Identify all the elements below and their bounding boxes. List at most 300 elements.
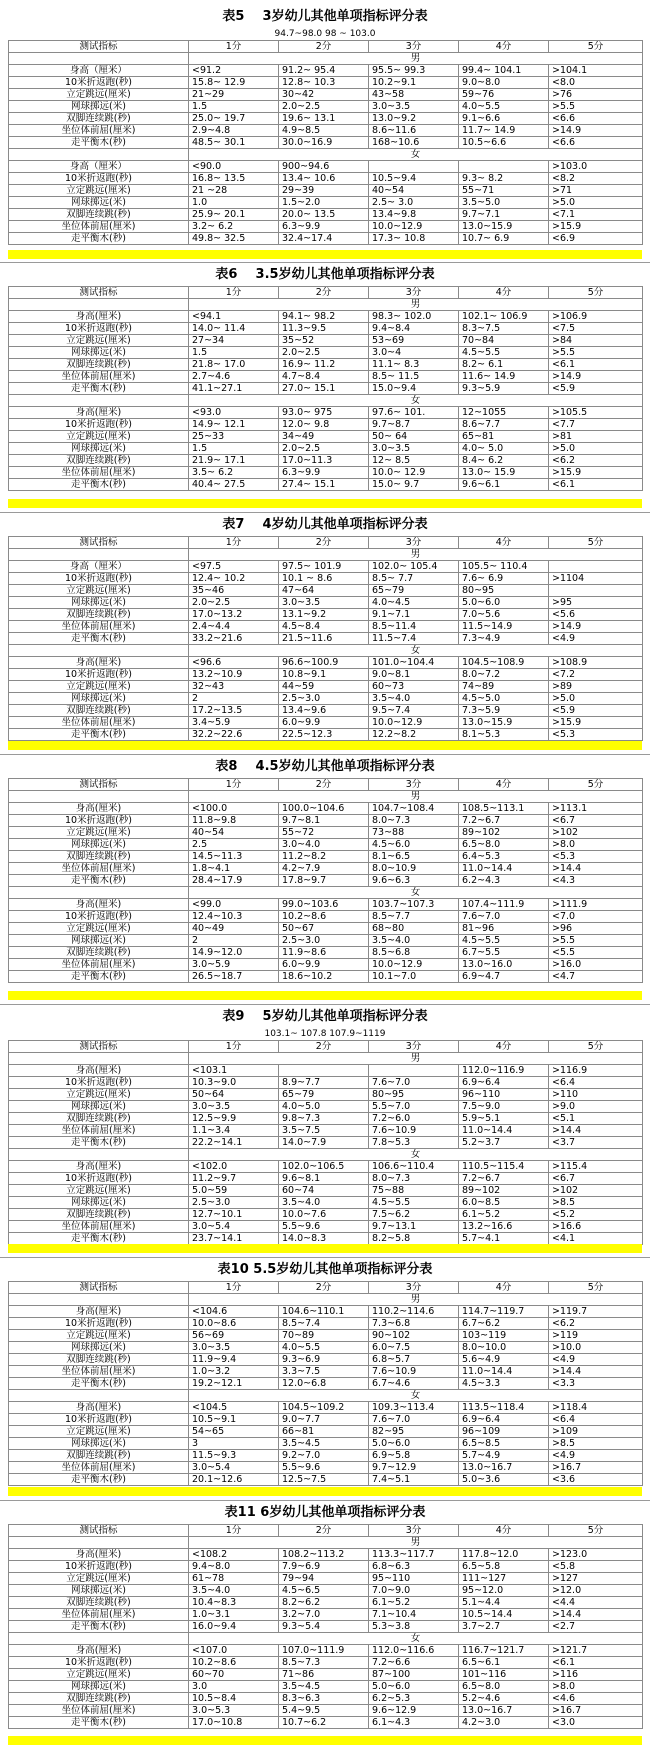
- score-cell: 18.6~10.2: [279, 971, 369, 983]
- table-row: [9, 1561, 643, 1573]
- score-cell: 27~34: [189, 335, 279, 347]
- sex-row-spacer: [9, 149, 189, 161]
- score-cell: 3.0~5.4: [189, 1221, 279, 1233]
- score-cell: 104.6~110.1: [279, 1306, 369, 1318]
- table-row: [9, 1185, 643, 1197]
- table-row: [9, 371, 643, 383]
- header-score: 3分: [369, 779, 459, 791]
- score-cell: 13.0~9.2: [369, 113, 459, 125]
- score-cell: <8.2: [549, 173, 643, 185]
- score-cell: 7.0~9.0: [369, 1585, 459, 1597]
- highlight-bar: [8, 741, 642, 750]
- score-cell: 12.8~ 10.3: [279, 77, 369, 89]
- score-cell: 28.4~17.9: [189, 875, 279, 887]
- score-cell: 35~52: [279, 335, 369, 347]
- score-cell: 7.3~4.9: [459, 633, 549, 645]
- score-cell: 22.2~14.1: [189, 1137, 279, 1149]
- score-cell: >109: [549, 1426, 643, 1438]
- indicator-cell: 坐位体前屈(厘米): [9, 221, 189, 233]
- sex-row-spacer: [9, 549, 189, 561]
- score-cell: 109.3~113.4: [369, 1402, 459, 1414]
- score-cell: 54~65: [189, 1426, 279, 1438]
- score-cell: 4.5~5.5: [459, 935, 549, 947]
- score-cell: 2.5: [189, 839, 279, 851]
- score-cell: 6.9~6.4: [459, 1077, 549, 1089]
- header-score: 1分: [189, 779, 279, 791]
- score-cell: 60~74: [279, 1185, 369, 1197]
- indicator-cell: 网球掷远(米): [9, 443, 189, 455]
- score-cell: 10.5~9.1: [189, 1414, 279, 1426]
- score-cell: 27.0~ 15.1: [279, 383, 369, 395]
- score-cell: 21.8~ 17.0: [189, 359, 279, 371]
- score-cell: 2.5~3.0: [279, 935, 369, 947]
- header-score: 2分: [279, 537, 369, 549]
- table-row: [9, 347, 643, 359]
- table-row: [9, 1209, 643, 1221]
- score-cell: <4.1: [549, 1233, 643, 1245]
- score-cell: 75~88: [369, 1185, 459, 1197]
- score-cell: >8.0: [549, 1681, 643, 1693]
- score-cell: >5.5: [549, 935, 643, 947]
- sex-row-spacer: [9, 1053, 189, 1065]
- score-cell: 5.0~6.0: [459, 597, 549, 609]
- score-cell: 3.4~5.9: [189, 717, 279, 729]
- table-row: [9, 197, 643, 209]
- score-cell: <94.1: [189, 311, 279, 323]
- score-cell: 4.5~5.5: [459, 347, 549, 359]
- table-row: [9, 633, 643, 645]
- score-cell: 6.5~5.8: [459, 1561, 549, 1573]
- header-score: 2分: [279, 41, 369, 53]
- score-cell: 9.6~12.9: [369, 1705, 459, 1717]
- score-cell: 4.2~3.0: [459, 1717, 549, 1729]
- score-cell: 3.2~ 6.2: [189, 221, 279, 233]
- score-cell: 3.0~5.9: [189, 959, 279, 971]
- score-cell: 13.4~ 10.6: [279, 173, 369, 185]
- score-cell: 7.6~10.9: [369, 1366, 459, 1378]
- score-cell: 6.9~4.7: [459, 971, 549, 983]
- sex-label: 女: [189, 1149, 643, 1161]
- score-cell: 2.4~4.4: [189, 621, 279, 633]
- score-cell: 7.6~7.0: [369, 1414, 459, 1426]
- score-cell: 10.8~9.1: [279, 669, 369, 681]
- block-divider: [0, 512, 650, 513]
- indicator-cell: 网球掷远(米): [9, 1438, 189, 1450]
- score-cell: 3: [189, 1438, 279, 1450]
- table-row: [9, 947, 643, 959]
- score-cell: >103.0: [549, 161, 643, 173]
- table-row: [9, 137, 643, 149]
- sex-row-spacer: [9, 1294, 189, 1306]
- indicator-cell: 双脚连续跳(秒): [9, 1597, 189, 1609]
- score-cell: 104.7~108.4: [369, 803, 459, 815]
- score-cell: >106.9: [549, 311, 643, 323]
- score-cell: [279, 1065, 369, 1077]
- score-cell: 11.0~14.4: [459, 863, 549, 875]
- header-score: 2分: [279, 287, 369, 299]
- score-cell: <102.0: [189, 1161, 279, 1173]
- table-row: [9, 585, 643, 597]
- sex-label: 女: [189, 395, 643, 407]
- score-cell: 2: [189, 935, 279, 947]
- header-score: 2分: [279, 1282, 369, 1294]
- header-score: 5分: [549, 537, 643, 549]
- score-cell: 5.0~6.0: [369, 1681, 459, 1693]
- indicator-cell: 双脚连续跳(秒): [9, 705, 189, 717]
- score-cell: <2.7: [549, 1621, 643, 1633]
- indicator-cell: 走平衡木(秒): [9, 1233, 189, 1245]
- score-cell: 13.0~16.0: [459, 959, 549, 971]
- score-cell: >76: [549, 89, 643, 101]
- indicator-cell: 10米折返跑(秒): [9, 1657, 189, 1669]
- indicator-cell: 双脚连续跳(秒): [9, 113, 189, 125]
- score-cell: 4.5~3.3: [459, 1378, 549, 1390]
- table-row: [9, 899, 643, 911]
- sex-label: 女: [189, 887, 643, 899]
- score-cell: 103.7~107.3: [369, 899, 459, 911]
- score-cell: 4.5~5.5: [369, 1197, 459, 1209]
- score-cell: 9.7~13.1: [369, 1221, 459, 1233]
- score-cell: 11.9~9.4: [189, 1354, 279, 1366]
- score-cell: 13.2~16.6: [459, 1221, 549, 1233]
- score-cell: 25~33: [189, 431, 279, 443]
- score-cell: 5.7~4.9: [459, 1450, 549, 1462]
- table-row: [9, 479, 643, 491]
- table-title: 表7 4岁幼儿其他单项指标评分表: [222, 517, 428, 532]
- score-cell: <7.0: [549, 911, 643, 923]
- score-cell: 14.9~ 12.1: [189, 419, 279, 431]
- table-row: [9, 125, 643, 137]
- score-cell: 9.0~8.1: [369, 669, 459, 681]
- indicator-cell: 网球掷远(米): [9, 1197, 189, 1209]
- table-row: [9, 597, 643, 609]
- table-row: [9, 621, 643, 633]
- score-cell: 5.0~59: [189, 1185, 279, 1197]
- indicator-cell: 身高(厘米): [9, 657, 189, 669]
- score-cell: 3.5~4.5: [279, 1438, 369, 1450]
- score-cell: 21~29: [189, 89, 279, 101]
- score-cell: >116.9: [549, 1065, 643, 1077]
- score-cell: 7.2~6.7: [459, 815, 549, 827]
- table-subtitle: 103.1~ 107.8 107.9~1119: [264, 1029, 386, 1039]
- indicator-cell: 身高(厘米): [9, 1306, 189, 1318]
- score-cell: 9.0~7.7: [279, 1414, 369, 1426]
- table-title: 表9 5岁幼儿其他单项指标评分表: [222, 1009, 428, 1024]
- score-cell: <96.6: [189, 657, 279, 669]
- score-cell: 68~80: [369, 923, 459, 935]
- highlight-bar: [8, 1244, 642, 1253]
- score-cell: 6.9~6.4: [459, 1414, 549, 1426]
- table-row: [9, 335, 643, 347]
- indicator-cell: 坐位体前屈(厘米): [9, 863, 189, 875]
- table-row: [9, 1125, 643, 1137]
- score-cell: <5.9: [549, 383, 643, 395]
- score-cell: 10.2~9.1: [369, 77, 459, 89]
- score-cell: 8.3~6.3: [279, 1693, 369, 1705]
- indicator-cell: 双脚连续跳(秒): [9, 455, 189, 467]
- highlight-bar: [8, 499, 642, 508]
- score-cell: >10.0: [549, 1342, 643, 1354]
- score-cell: 104.5~109.2: [279, 1402, 369, 1414]
- header-indicator: 测试指标: [9, 287, 189, 299]
- table-title: 表5 3岁幼儿其他单项指标评分表: [222, 9, 428, 24]
- score-cell: 35~46: [189, 585, 279, 597]
- score-cell: >127: [549, 1573, 643, 1585]
- score-cell: 4.0~5.5: [279, 1342, 369, 1354]
- header-score: 5分: [549, 779, 643, 791]
- score-cell: 8.5~7.4: [279, 1318, 369, 1330]
- score-cell: 13.4~9.8: [369, 209, 459, 221]
- table-row: [9, 1318, 643, 1330]
- indicator-cell: 双脚连续跳(秒): [9, 1209, 189, 1221]
- score-cell: 10.5~14.4: [459, 1609, 549, 1621]
- score-cell: >5.0: [549, 197, 643, 209]
- score-cell: 17.8~9.7: [279, 875, 369, 887]
- score-cell: 79~94: [279, 1573, 369, 1585]
- score-table: [8, 1524, 643, 1729]
- sex-label: 男: [189, 299, 643, 311]
- score-cell: <8.0: [549, 77, 643, 89]
- score-cell: 108.5~113.1: [459, 803, 549, 815]
- score-cell: 7.9~6.9: [279, 1561, 369, 1573]
- score-cell: 32.4~17.4: [279, 233, 369, 245]
- score-table: [8, 286, 643, 491]
- score-cell: 9.7~8.1: [279, 815, 369, 827]
- header-indicator: 测试指标: [9, 1525, 189, 1537]
- header-row: [9, 41, 643, 53]
- score-cell: 112.0~116.6: [369, 1645, 459, 1657]
- score-cell: 3.5~4.5: [279, 1681, 369, 1693]
- score-cell: 80~95: [459, 585, 549, 597]
- indicator-cell: 身高(厘米): [9, 1065, 189, 1077]
- header-score: 4分: [459, 1282, 549, 1294]
- score-cell: 9.1~7.1: [369, 609, 459, 621]
- table-row: [9, 1330, 643, 1342]
- table-title: 表8 4.5岁幼儿其他单项指标评分表: [215, 759, 435, 774]
- indicator-cell: 网球掷远(米): [9, 839, 189, 851]
- sex-row-spacer: [9, 1149, 189, 1161]
- score-cell: >14.4: [549, 863, 643, 875]
- score-cell: 40~54: [369, 185, 459, 197]
- score-cell: 5.2~3.7: [459, 1137, 549, 1149]
- score-cell: <5.2: [549, 1209, 643, 1221]
- score-cell: >16.6: [549, 1221, 643, 1233]
- score-cell: 74~89: [459, 681, 549, 693]
- table-row: [9, 717, 643, 729]
- score-cell: 30.0~16.9: [279, 137, 369, 149]
- indicator-cell: 身高(厘米): [9, 407, 189, 419]
- score-cell: 7.6~10.9: [369, 1125, 459, 1137]
- score-cell: 9.3~5.4: [279, 1621, 369, 1633]
- score-cell: <6.7: [549, 815, 643, 827]
- header-row: [9, 537, 643, 549]
- header-score: 3分: [369, 1041, 459, 1053]
- score-cell: 19.2~12.1: [189, 1378, 279, 1390]
- table-title: 表10 5.5岁幼儿其他单项指标评分表: [217, 1262, 433, 1277]
- header-score: 3分: [369, 1525, 459, 1537]
- score-cell: [549, 585, 643, 597]
- score-cell: 15.0~ 9.7: [369, 479, 459, 491]
- score-cell: 44~59: [279, 681, 369, 693]
- indicator-cell: 双脚连续跳(秒): [9, 359, 189, 371]
- sex-row-spacer: [9, 887, 189, 899]
- score-cell: 40.4~ 27.5: [189, 479, 279, 491]
- sex-row: [9, 1537, 643, 1549]
- score-cell: <7.7: [549, 419, 643, 431]
- score-cell: 4.0~4.5: [369, 597, 459, 609]
- score-table-block: [0, 1004, 650, 1255]
- score-cell: 8.6~11.6: [369, 125, 459, 137]
- table-row: [9, 1402, 643, 1414]
- score-cell: <5.1: [549, 1113, 643, 1125]
- table-title: 表6 3.5岁幼儿其他单项指标评分表: [215, 267, 435, 282]
- score-cell: 8.3~7.5: [459, 323, 549, 335]
- score-cell: 2.0~2.5: [189, 597, 279, 609]
- indicator-cell: 10米折返跑(秒): [9, 815, 189, 827]
- score-cell: 12.4~ 10.2: [189, 573, 279, 585]
- table-row: [9, 1438, 643, 1450]
- table-row: [9, 1342, 643, 1354]
- table-row: [9, 681, 643, 693]
- score-cell: 11.7~ 14.9: [459, 125, 549, 137]
- table-row: [9, 1173, 643, 1185]
- score-cell: 15.8~ 12.9: [189, 77, 279, 89]
- score-cell: 4.2~7.9: [279, 863, 369, 875]
- score-cell: <5.3: [549, 729, 643, 741]
- score-cell: 40~49: [189, 923, 279, 935]
- score-table-block: [0, 754, 650, 1002]
- score-cell: 10.0~ 12.9: [369, 467, 459, 479]
- score-cell: 29~39: [279, 185, 369, 197]
- indicator-cell: 立定跳远(厘米): [9, 681, 189, 693]
- score-cell: 5.1~4.4: [459, 1597, 549, 1609]
- score-cell: >8.5: [549, 1197, 643, 1209]
- score-cell: 3.0~3.5: [369, 443, 459, 455]
- score-cell: 97.5~ 101.9: [279, 561, 369, 573]
- score-table: [8, 778, 643, 983]
- score-cell: 4.5~8.4: [279, 621, 369, 633]
- indicator-cell: 坐位体前屈(厘米): [9, 1125, 189, 1137]
- score-cell: 25.0~ 19.7: [189, 113, 279, 125]
- score-cell: 70~84: [459, 335, 549, 347]
- table-row: [9, 875, 643, 887]
- score-cell: 12.5~9.9: [189, 1113, 279, 1125]
- score-cell: 21.5~11.6: [279, 633, 369, 645]
- indicator-cell: 立定跳远(厘米): [9, 335, 189, 347]
- score-cell: >15.9: [549, 467, 643, 479]
- indicator-cell: 双脚连续跳(秒): [9, 851, 189, 863]
- score-cell: <90.0: [189, 161, 279, 173]
- score-cell: 6.5~8.0: [459, 839, 549, 851]
- indicator-cell: 双脚连续跳(秒): [9, 947, 189, 959]
- score-cell: 10.0~8.6: [189, 1318, 279, 1330]
- score-cell: >14.4: [549, 1125, 643, 1137]
- score-cell: 7.6~ 6.9: [459, 573, 549, 585]
- score-cell: 13.0~15.9: [459, 221, 549, 233]
- score-cell: 8.0~10.0: [459, 1342, 549, 1354]
- score-cell: 6.4~5.3: [459, 851, 549, 863]
- score-cell: <3.7: [549, 1137, 643, 1149]
- score-cell: 10.5~9.4: [369, 173, 459, 185]
- score-cell: 103~119: [459, 1330, 549, 1342]
- indicator-cell: 10米折返跑(秒): [9, 323, 189, 335]
- score-cell: 12.2~8.2: [369, 729, 459, 741]
- score-cell: 9.4~8.4: [369, 323, 459, 335]
- score-cell: 11.2~9.7: [189, 1173, 279, 1185]
- table-row: [9, 1462, 643, 1474]
- score-cell: 10.0~7.6: [279, 1209, 369, 1221]
- score-cell: 7.5~9.0: [459, 1101, 549, 1113]
- score-cell: 8.5~6.8: [369, 947, 459, 959]
- score-table: [8, 1281, 643, 1486]
- score-cell: 3.5~5.0: [459, 197, 549, 209]
- score-table-block: [0, 1500, 650, 1747]
- score-cell: 9.4~8.0: [189, 1561, 279, 1573]
- score-cell: 96~110: [459, 1089, 549, 1101]
- header-score: 5分: [549, 1525, 643, 1537]
- score-cell: 3.0~3.5: [189, 1342, 279, 1354]
- indicator-cell: 身高（厘米）: [9, 161, 189, 173]
- score-cell: 111~127: [459, 1573, 549, 1585]
- score-cell: 10.5~6.6: [459, 137, 549, 149]
- score-cell: <6.1: [549, 359, 643, 371]
- score-cell: 13.0~16.7: [459, 1705, 549, 1717]
- score-cell: 95~12.0: [459, 1585, 549, 1597]
- score-cell: 11.8~9.8: [189, 815, 279, 827]
- table-row: [9, 1426, 643, 1438]
- score-cell: 80~95: [369, 1089, 459, 1101]
- header-score: 4分: [459, 537, 549, 549]
- indicator-cell: 坐位体前屈(厘米): [9, 1366, 189, 1378]
- sex-row-spacer: [9, 395, 189, 407]
- score-cell: 4.0~5.0: [279, 1101, 369, 1113]
- score-cell: <6.9: [549, 233, 643, 245]
- score-cell: <4.7: [549, 971, 643, 983]
- score-cell: >119.7: [549, 1306, 643, 1318]
- score-table: [8, 536, 643, 741]
- score-cell: 65~79: [369, 585, 459, 597]
- table-row: [9, 407, 643, 419]
- score-cell: 3.0~5.3: [189, 1705, 279, 1717]
- score-cell: 13.0~16.7: [459, 1462, 549, 1474]
- score-cell: 10.0~12.9: [369, 717, 459, 729]
- score-cell: 10.3~9.0: [189, 1077, 279, 1089]
- score-cell: >16.7: [549, 1705, 643, 1717]
- score-cell: 1.8~4.1: [189, 863, 279, 875]
- header-indicator: 测试指标: [9, 779, 189, 791]
- score-cell: 14.0~7.9: [279, 1137, 369, 1149]
- score-cell: <7.5: [549, 323, 643, 335]
- score-cell: >123.0: [549, 1549, 643, 1561]
- score-cell: 7.3~6.8: [369, 1318, 459, 1330]
- score-cell: 105.5~ 110.4: [459, 561, 549, 573]
- score-cell: 3.5~ 6.2: [189, 467, 279, 479]
- sex-label: 女: [189, 645, 643, 657]
- table-row: [9, 419, 643, 431]
- score-cell: 12~ 8.5: [369, 455, 459, 467]
- score-cell: <107.0: [189, 1645, 279, 1657]
- score-cell: 14.9~12.0: [189, 947, 279, 959]
- indicator-cell: 身高(厘米): [9, 311, 189, 323]
- score-cell: >14.9: [549, 125, 643, 137]
- score-cell: >115.4: [549, 1161, 643, 1173]
- indicator-cell: 立定跳远(厘米): [9, 1426, 189, 1438]
- score-cell: 6.3~9.9: [279, 221, 369, 233]
- score-cell: <3.0: [549, 1717, 643, 1729]
- indicator-cell: 网球掷远(米): [9, 935, 189, 947]
- score-cell: 55~72: [279, 827, 369, 839]
- score-cell: 6.1~5.2: [369, 1597, 459, 1609]
